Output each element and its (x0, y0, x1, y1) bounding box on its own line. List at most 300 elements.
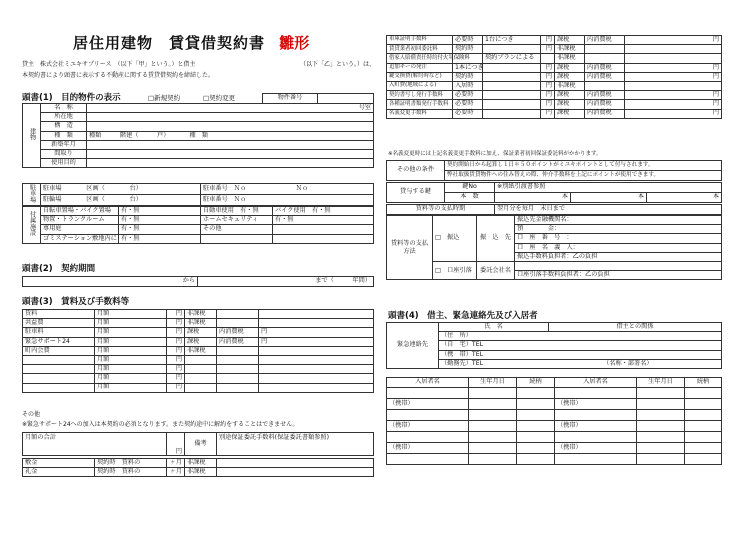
fee-row (387, 81, 722, 90)
occ-header: 生年月日 (469, 378, 517, 388)
conditions-table (386, 160, 722, 181)
rent-cell: 町内会費 (23, 346, 95, 355)
occupant-cell[interactable] (517, 399, 555, 410)
rent-cell[interactable]: 円 (167, 383, 185, 392)
rent-cell[interactable]: 円 (167, 319, 185, 328)
deposit-tax: 非課税 (185, 459, 217, 468)
occupant-cell[interactable]: （携帯） (555, 399, 637, 410)
occupant-cell[interactable] (685, 399, 722, 410)
fee-cell (625, 54, 722, 63)
building-group-label: 建物 (23, 104, 41, 168)
occupant-row (387, 432, 722, 443)
rent-cell[interactable]: 円 (167, 328, 185, 337)
rent-row (23, 310, 374, 319)
fee-cell (585, 45, 625, 54)
fee-row (387, 54, 722, 63)
emergency-table (386, 322, 722, 369)
section2-title: 頭書(2) 契約期間 (22, 264, 96, 274)
fee-cell: 内消費税 (585, 91, 625, 100)
emergency-label: 緊急連絡先 (387, 323, 439, 369)
rent-cell[interactable]: 月額 (95, 383, 167, 392)
fee-cell: 円 (541, 100, 555, 109)
bike-numbers[interactable]: 駐車番号 Ｎｏ (201, 194, 374, 205)
conditions-label: その他の条件 (387, 161, 445, 181)
emergency-address[interactable]: （住 所） (439, 332, 722, 341)
keymoney-basis: 契約時 賃料の (95, 468, 167, 477)
rent-cell[interactable]: 円 (167, 337, 185, 346)
remarks-label: 備考 (185, 433, 217, 456)
row-label-kind: 種 類 (41, 131, 87, 140)
fee-cell: 非課税 (555, 45, 585, 54)
agency-name[interactable] (515, 261, 722, 270)
rent-cell: 円 (259, 337, 374, 346)
document-title (73, 36, 309, 51)
occupant-cell[interactable] (469, 399, 517, 410)
transfer-checkbox[interactable]: □ 振込 (433, 216, 477, 262)
occ-header: 生年月日 (637, 378, 685, 388)
agency-label: 委託会社名 (477, 261, 515, 279)
rent-cell (259, 355, 374, 364)
rent-cell (23, 365, 95, 374)
rent-row (23, 374, 374, 383)
occupant-cell[interactable] (685, 421, 722, 432)
fac-cell: その他 (201, 225, 273, 234)
occupant-cell[interactable]: （携帯） (555, 421, 637, 432)
fee-cell: 円 (625, 63, 722, 72)
fee-cell: 入居時 (453, 81, 483, 90)
emergency-home-tel[interactable]: （自 宅）TEL (439, 341, 722, 350)
period-table (22, 276, 374, 287)
fee-cell: 円 (625, 91, 722, 100)
occupant-cell[interactable] (517, 388, 555, 399)
fee-cell[interactable] (483, 109, 541, 118)
rent-cell: 非課税 (185, 319, 217, 328)
key-count-2[interactable]: 本 (571, 193, 647, 203)
fee-cell[interactable] (483, 100, 541, 109)
remarks-text: 別途保証委託手数料(保証委託書類参照) (217, 433, 374, 456)
row-label-address: 所在地 (41, 113, 87, 122)
facilities-table (22, 206, 374, 244)
fee-cell[interactable] (483, 45, 541, 54)
fee-row (387, 72, 722, 81)
rent-cell (259, 383, 374, 392)
fee-cell: 円 (625, 36, 722, 45)
rent-cell (259, 346, 374, 355)
rent-cell: 非課税 (185, 346, 217, 355)
row-label-layout: 間取り (41, 149, 87, 158)
occupant-cell[interactable] (517, 432, 555, 443)
fee-cell: 必要時 (453, 100, 483, 109)
fac-cell[interactable]: 自動車使用 有・無 (201, 207, 273, 216)
facilities-group-label: 付属施設 (23, 207, 41, 244)
rent-cell (23, 374, 95, 383)
address-field[interactable] (87, 113, 374, 122)
occupant-cell[interactable]: （携帯） (387, 399, 469, 410)
emergency-mobile-tel[interactable]: （携 帯）TEL (439, 350, 722, 359)
preamble-line-2: 本契約書により頭書に表示する不動産に関する賃貸借契約を締結した。 (22, 72, 215, 79)
occupant-cell[interactable] (637, 432, 685, 443)
fee-cell: 課税 (555, 63, 585, 72)
bank-account-holder[interactable]: 口 座 名 義 人： (515, 243, 722, 252)
fac-cell (201, 234, 273, 243)
rent-cell[interactable]: 月額 (95, 337, 167, 346)
fee-cell: 円 (625, 109, 722, 118)
rent-cell (185, 365, 217, 374)
condition-2: 弊社取扱賃貸物件への住み替えの際、仲介手数料を上記にポイントが使用できます。 (445, 171, 722, 181)
rent-cell[interactable]: 月額 (95, 346, 167, 355)
rent-cell (217, 355, 259, 364)
structure-field[interactable] (87, 122, 374, 131)
fee-cell: 円 (541, 81, 555, 90)
fac-cell[interactable] (273, 225, 374, 234)
property-number-label: 物件番号 (263, 94, 318, 104)
occupant-cell[interactable] (685, 410, 722, 421)
bank-account-type[interactable]: 預 金： (515, 225, 722, 234)
rent-cell: 内消費税 (217, 337, 259, 346)
fee-cell: 内消費税 (585, 72, 625, 81)
bank-fee-bearer: 振込手数料負担者：乙の負担 (515, 252, 722, 261)
fac-cell[interactable]: 有・無 (273, 216, 374, 225)
occupant-cell[interactable] (469, 432, 517, 443)
occupant-cell[interactable] (469, 410, 517, 421)
occupant-cell[interactable] (517, 443, 555, 454)
monthly-total-label: 月額の合計 (23, 433, 167, 456)
keymoney-blank (217, 468, 374, 477)
fee-cell (625, 81, 722, 90)
occupant-row (387, 421, 722, 432)
rent-row (23, 328, 374, 337)
fee-cell: 課税 (555, 91, 585, 100)
fee-cell: 円 (541, 63, 555, 72)
rent-cell (259, 319, 374, 328)
occupant-cell[interactable] (685, 388, 722, 399)
rent-cell[interactable]: 円 (167, 310, 185, 319)
building-table (22, 103, 374, 168)
debit-fee-bearer: 口座引落手数料負担者：乙の負担 (515, 271, 722, 280)
row-label-built: 新築年月 (41, 140, 87, 149)
rent-cell[interactable]: 月額 (95, 365, 167, 374)
rent-cell (259, 374, 374, 383)
fee-cell: 借家人賠償責任特約付火災保険料 (387, 54, 453, 63)
fee-cell: 課税 (555, 36, 585, 45)
fac-cell[interactable]: バイク使用 有・無 (273, 207, 374, 216)
fee-cell: 円 (541, 91, 555, 100)
rent-cell (217, 319, 259, 328)
fac-cell: 専用庭 (41, 225, 119, 234)
fee-cell: 内消費税 (585, 109, 625, 118)
deposit-blank (217, 459, 374, 468)
property-number-value[interactable] (318, 94, 374, 104)
occupant-row (387, 388, 722, 399)
deposit-basis: 契約時 賃料の (95, 459, 167, 468)
rent-cell[interactable]: 円 (167, 374, 185, 383)
fee-note: ※名義変更時には上記名義変更手数料に加え、保証業者初回保証委託料がかかります。 (388, 151, 602, 157)
rent-cell: 共益費 (23, 319, 95, 328)
occupant-cell[interactable] (637, 454, 685, 465)
fee-cell[interactable]: 契約プランによる (483, 54, 541, 63)
fee-cell: 契約書写し発行手数料 (387, 91, 453, 100)
occupant-cell[interactable]: （携帯） (555, 443, 637, 454)
payment-method-label: 賃料等の支払方法 (387, 216, 433, 280)
occupant-cell[interactable] (555, 454, 637, 465)
rent-cell[interactable]: 月額 (95, 374, 167, 383)
occupant-cell[interactable] (555, 388, 637, 399)
keys-label: 貸与する鍵 (387, 183, 445, 203)
rent-cell: 円 (259, 328, 374, 337)
new-contract-checkbox[interactable]: □新規契約 (148, 94, 181, 102)
key-ref: ※別紙引渡書参照 (495, 183, 722, 193)
fee-cell: 必要時 (453, 109, 483, 118)
occupant-cell[interactable] (469, 388, 517, 399)
fee-cell: 課税 (555, 109, 585, 118)
layout-field[interactable] (87, 149, 374, 158)
relation-header: 借主との関係 (549, 323, 722, 332)
fac-cell: ホームセキュリティ (201, 216, 273, 225)
fee-cell: 鍵交換費(解約時など) (387, 72, 453, 81)
built-field[interactable] (87, 140, 374, 149)
parking-numbers[interactable]: 駐車番号 Ｎｏ Ｎｏ (201, 184, 374, 195)
parking-table (22, 183, 374, 206)
key-count-label: 本 数 (445, 193, 495, 203)
occupant-cell[interactable] (469, 454, 517, 465)
fac-cell[interactable]: 有・無 (119, 207, 201, 216)
rent-cell[interactable]: 円 (167, 355, 185, 364)
draft-stamp: 雛形 (279, 34, 310, 52)
rent-cell (23, 355, 95, 364)
fee-cell: 円 (541, 109, 555, 118)
rent-cell[interactable]: 月額 (95, 355, 167, 364)
fee-cell: 課税 (555, 72, 585, 81)
rent-cell[interactable]: 月額 (95, 310, 167, 319)
rent-cell: 課税 (185, 328, 217, 337)
parking-slots[interactable]: 駐車場 区画（ 台） (41, 184, 201, 195)
keys-table (386, 182, 722, 203)
rent-row (23, 355, 374, 364)
rent-cell[interactable]: 円 (167, 365, 185, 374)
rent-row (23, 365, 374, 374)
rent-row (23, 383, 374, 392)
occupant-cell[interactable] (469, 421, 517, 432)
occupant-cell[interactable] (469, 443, 517, 454)
emergency-work-tel[interactable]: （勤務先）TEL （名称・部署名） (439, 359, 722, 368)
fee-cell: 円 (541, 45, 555, 54)
rent-cell[interactable]: 月額 (95, 328, 167, 337)
fee-cell: 非課税 (555, 81, 585, 90)
fee-cell: 円 (541, 36, 555, 45)
rent-row (23, 319, 374, 328)
fee-cell: 非課税 (555, 54, 585, 63)
fee-row (387, 45, 722, 54)
occupant-cell[interactable]: （携帯） (387, 421, 469, 432)
rent-cell: 内消費税 (217, 328, 259, 337)
rent-cell (185, 383, 217, 392)
fac-cell[interactable]: 有・無 (119, 216, 201, 225)
row-label-name: 名 称 (41, 104, 87, 113)
occupant-cell[interactable] (555, 410, 637, 421)
fee-cell: 賃貸業者初回委託料 (387, 45, 453, 54)
payment-time-value: 翌月分を毎月 末日まで (495, 205, 722, 215)
rent-cell (217, 346, 259, 355)
fee-cell: 入町費(地域による) (387, 81, 453, 90)
fac-cell[interactable]: 有・無 (119, 225, 201, 234)
fee-cell: 課税 (555, 100, 585, 109)
condition-1: 契約開始日から起算し１日＊５０ポイントがミユキポイントとして付与されます。 (445, 161, 722, 171)
rent-row (23, 337, 374, 346)
occupant-cell[interactable] (637, 443, 685, 454)
total-table (22, 432, 374, 456)
occupant-cell[interactable] (637, 410, 685, 421)
fac-cell[interactable]: 有・無 (119, 234, 201, 243)
name-header: 氏 名 (439, 323, 549, 332)
fee-cell (541, 54, 555, 63)
occupant-cell[interactable] (555, 432, 637, 443)
rent-cell (217, 383, 259, 392)
fee-cell: 契約時 (453, 45, 483, 54)
bank-name[interactable]: 振込先金融機関名： (515, 216, 722, 225)
fee-cell: 1本につき (453, 63, 483, 72)
occupant-cell[interactable] (387, 410, 469, 421)
fee-cell: 必要時 (453, 36, 483, 45)
occupant-cell[interactable] (517, 454, 555, 465)
key-count-1[interactable]: 本 (495, 193, 571, 203)
fee-cell (625, 45, 722, 54)
rent-cell: 駐車料 (23, 328, 95, 337)
other-label: その他 (22, 411, 41, 418)
keymoney-tax: 非課税 (185, 468, 217, 477)
occupant-row (387, 410, 722, 421)
fac-cell: ゴミステーション敷地内に (41, 234, 119, 243)
fee-cell[interactable]: 1台につき (483, 36, 541, 45)
rent-cell[interactable]: 月額 (95, 319, 167, 328)
occ-header: 続柄 (685, 378, 722, 388)
rent-cell: 緊急サポート24 (23, 337, 95, 346)
rent-row (23, 346, 374, 355)
occupant-cell[interactable] (685, 443, 722, 454)
deposit-table (22, 458, 374, 477)
rent-cell (185, 374, 217, 383)
room-number-field[interactable]: 号室 (87, 104, 374, 113)
occupant-cell[interactable] (637, 399, 685, 410)
rent-table (22, 309, 374, 393)
support-note: ※緊急サポート24への加入は本契約の必須となります。また契約途中に解約をすることはできません。 (22, 421, 299, 428)
section1-title: 頭書(1) 目的物件の表示 (22, 93, 121, 103)
occ-header: 入居者名 (387, 378, 469, 388)
rent-cell: 賃料 (23, 310, 95, 319)
fee-row (387, 91, 722, 100)
fee-cell: 追加キーの発注 (387, 63, 453, 72)
rent-cell: 非課税 (185, 310, 217, 319)
fac-cell: 自転車置場・バイク置場 (41, 207, 119, 216)
keymoney-months[interactable]: ヶ月 (167, 468, 185, 477)
occupant-cell[interactable] (637, 421, 685, 432)
deposit-months[interactable]: ヶ月 (167, 459, 185, 468)
rent-cell (217, 365, 259, 374)
rent-cell (217, 310, 259, 319)
fee-cell: 円 (625, 100, 722, 109)
key-count-3[interactable]: 本 (647, 193, 722, 203)
kind-field[interactable]: 種類 階建（ 戸） 種 類 (87, 131, 374, 140)
fac-cell: 物置・トランクルーム (41, 216, 119, 225)
fee-cell: 各種証明書類発行手数料 (387, 100, 453, 109)
occupant-row (387, 399, 722, 410)
fee-cell: 内消費税 (585, 100, 625, 109)
deposit-label: 敷金 (23, 459, 95, 468)
rent-cell (23, 383, 95, 392)
row-label-structure: 構 造 (41, 122, 87, 131)
fee-row (387, 36, 722, 45)
rent-cell (217, 374, 259, 383)
usage-field[interactable] (87, 159, 374, 168)
payment-time-table (386, 204, 722, 215)
fee-cell: 内消費税 (585, 63, 625, 72)
monthly-total-unit: 円 (167, 433, 185, 456)
preamble-line-1: 貸主 株式会社ミユキサプリース （以下「甲」という。）と借主 (22, 61, 196, 68)
occupant-cell[interactable] (517, 410, 555, 421)
rent-cell (259, 310, 374, 319)
fee-cell: 名義変更手数料 (387, 109, 453, 118)
occupant-row (387, 443, 722, 454)
section3-title: 頭書(3) 賃料及び手数料等 (22, 297, 130, 307)
fees-table (386, 35, 722, 119)
payment-time-label: 賃料等の支払時期 (387, 205, 495, 215)
fee-cell (585, 81, 625, 90)
fac-cell (273, 234, 374, 243)
title-text: 居住用建物 賃貸借契約書 (73, 34, 266, 52)
section4-title: 頭書(4) 借主、緊急連絡先及び入居者 (388, 311, 538, 321)
fee-row (387, 109, 722, 118)
occupant-cell[interactable] (387, 454, 469, 465)
occupant-cell[interactable] (685, 454, 722, 465)
rent-cell (259, 365, 374, 374)
preamble-line-1b: （以下「乙」という。）は、 (300, 61, 376, 68)
rent-cell[interactable]: 円 (167, 346, 185, 355)
fee-cell (585, 54, 625, 63)
bank-account-number[interactable]: 口 座 番 号 ： (515, 234, 722, 243)
occupant-cell[interactable]: （携帯） (387, 443, 469, 454)
fee-cell[interactable] (483, 81, 541, 90)
occupant-cell[interactable] (387, 388, 469, 399)
period-from[interactable]: から (23, 277, 198, 287)
fee-cell: 契約時 (453, 72, 483, 81)
fee-cell: 車庫証明手数料 (387, 36, 453, 45)
occupant-cell[interactable] (517, 421, 555, 432)
fee-cell: 内消費税 (585, 36, 625, 45)
occupant-cell[interactable] (637, 388, 685, 399)
rent-cell: 課税 (185, 337, 217, 346)
fee-cell: 必要時 (453, 91, 483, 100)
row-label-usage: 使用目的 (41, 159, 87, 168)
occ-header: 入居者名 (555, 378, 637, 388)
fee-cell[interactable] (483, 63, 541, 72)
change-contract-checkbox[interactable]: □契約変更 (203, 94, 236, 102)
fee-cell: 円 (541, 72, 555, 81)
fee-cell[interactable] (483, 91, 541, 100)
fee-row (387, 100, 722, 109)
occupants-table (386, 377, 722, 465)
fee-cell[interactable] (483, 72, 541, 81)
rent-cell (185, 355, 217, 364)
fee-row (387, 63, 722, 72)
debit-checkbox[interactable]: □ 口座引落 (433, 261, 477, 279)
bike-slots[interactable]: 駐輪場 区画（ 台） (41, 194, 201, 205)
occupant-cell[interactable] (685, 432, 722, 443)
parking-group-label: 駐車場 (23, 184, 41, 206)
keymoney-label: 礼金 (23, 468, 95, 477)
occupant-cell[interactable] (387, 432, 469, 443)
payment-method-table (386, 215, 722, 280)
period-to[interactable]: まで（ 年間） (198, 277, 374, 287)
transfer-to-label: 振 込 先 (477, 216, 515, 262)
